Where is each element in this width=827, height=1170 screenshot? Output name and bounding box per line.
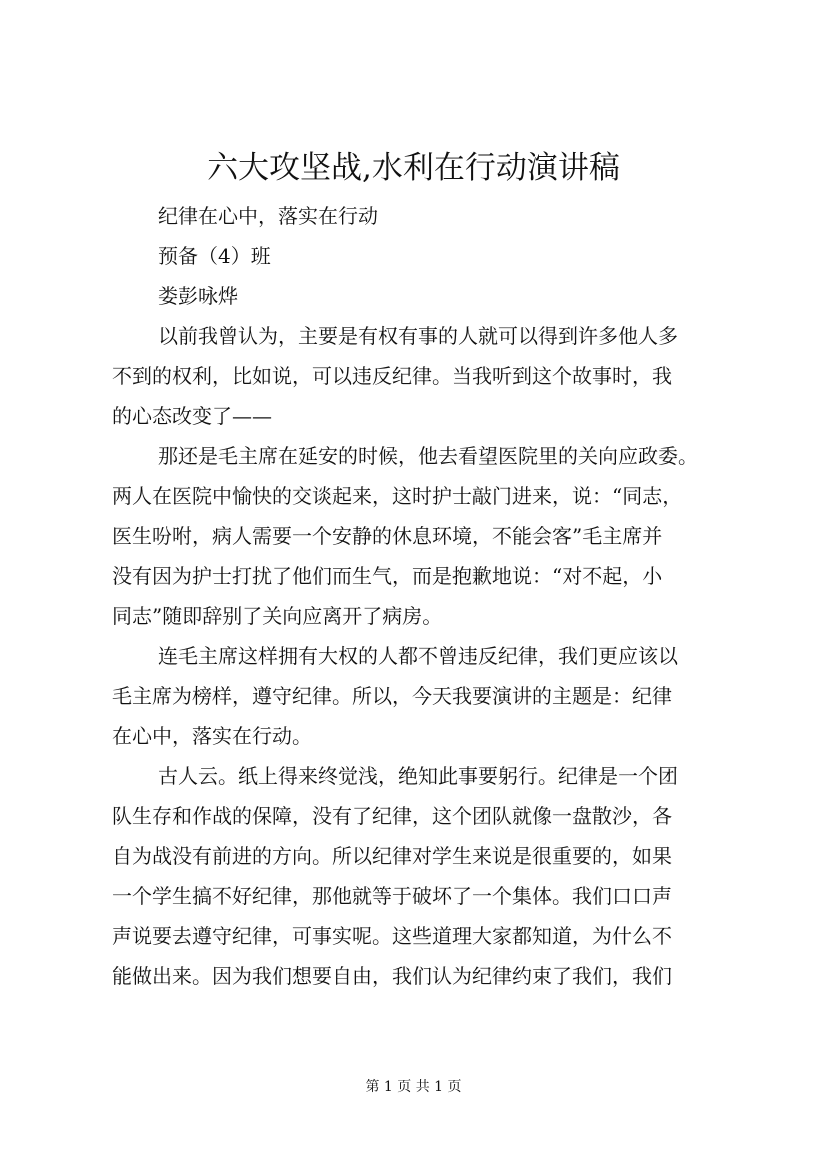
paragraph-line: 在心中，落实在行动。: [112, 724, 312, 748]
paragraph-line: 同志”随即辞别了关向应离开了病房。: [112, 604, 443, 628]
page-footer: 第 1 页 共 1 页: [365, 1079, 462, 1095]
paragraph-line: 古人云。纸上得来终觉浅，绝知此事要躬行。纪律是一个团: [158, 764, 678, 788]
paragraph-line: 能做出来。因为我们想要自由，我们认为纪律约束了我们，我们: [112, 964, 672, 988]
paragraph-line: 自为战没有前进的方向。所以纪律对学生来说是很重要的，如果: [112, 844, 672, 868]
paragraph-line: 连毛主席这样拥有大权的人都不曾违反纪律，我们更应该以: [158, 644, 678, 668]
author-line: 娄彭咏烨: [158, 284, 238, 308]
paragraph-line: 声说要去遵守纪律，可事实呢。这些道理大家都知道，为什么不: [112, 924, 672, 948]
paragraph-line: 两人在医院中愉快的交谈起来，这时护士敲门进来，说：“同志，: [112, 484, 683, 508]
paragraph-line: 一个学生搞不好纪律，那他就等于破坏了一个集体。我们口口声: [112, 884, 672, 908]
document-body: [112, 196, 724, 996]
class-line: 预备（4）班: [158, 244, 271, 268]
paragraph-line: 没有因为护士打扰了他们而生气，而是抱歉地说：“对不起，小: [112, 564, 663, 588]
paragraph-line: 以前我曾认为，主要是有权有事的人就可以得到许多他人多: [158, 324, 678, 348]
paragraph-line: 队生存和作战的保障，没有了纪律，这个团队就像一盘散沙，各: [112, 804, 672, 828]
paragraph-line: 那还是毛主席在延安的时候，他去看望医院里的关向应政委。: [158, 444, 698, 468]
paragraph-line: 毛主席为榜样，遵守纪律。所以，今天我要演讲的主题是：纪律: [112, 684, 672, 708]
paragraph-line: 不到的权利，比如说，可以违反纪律。当我听到这个故事时，我: [112, 364, 672, 388]
paragraph-line: 的心态改变了——: [112, 404, 272, 428]
subtitle-line: 纪律在心中，落实在行动: [158, 204, 378, 228]
paragraph-line: 医生吩咐，病人需要一个安静的休息环境，不能会客”毛主席并: [112, 524, 663, 548]
document-title: 六大攻坚战,水利在行动演讲稿: [207, 150, 620, 186]
